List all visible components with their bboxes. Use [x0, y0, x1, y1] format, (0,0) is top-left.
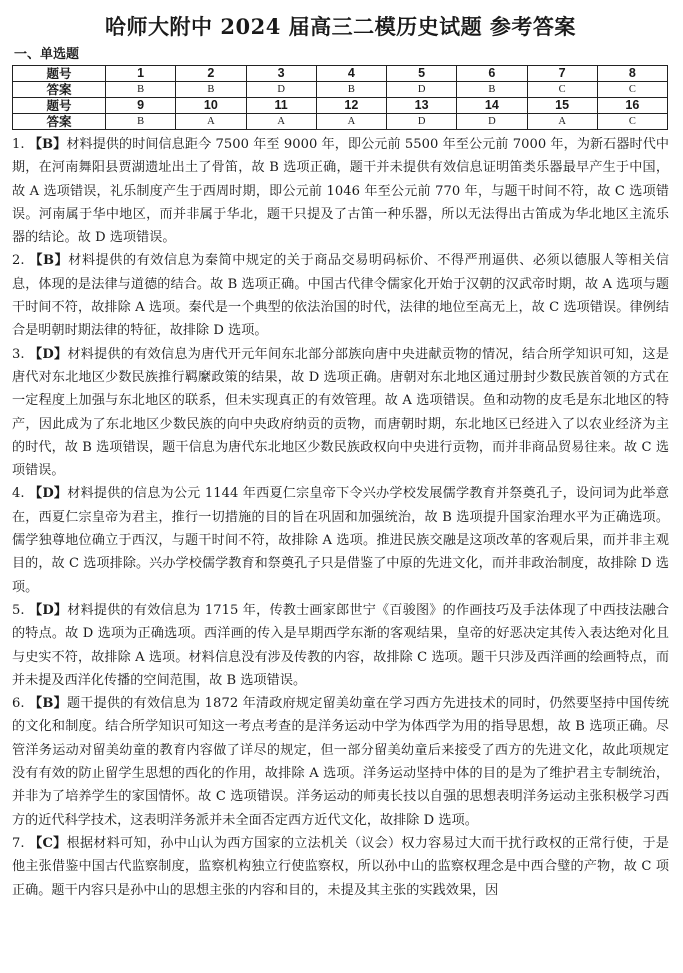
answer-tag: 【B】 [28, 137, 67, 152]
explanation-text: 材料提供的信息为公元 1144 年西夏仁宗皇帝下令兴办学校发展儒学教育并祭奠孔子，设问词为此举意在，西夏仁宗皇帝为君主，推行一切措施的目的旨在巩固和加强统治，故 B 选项提升国家治理水平为正确选项。儒学独尊地位确立于西汉，与题干时间不符，故排除 A 选项。推进民族交融是这项改革的客观后果，而并非主观目的，故 C 选项排除。兴办学校儒学教育和祭奠孔子只是借鉴了中原的先进文化，而并非政治制度，故排除 D 选项。 [12, 486, 670, 595]
answer-table-answer-row [13, 82, 668, 98]
explanation-text: 题干提供的有效信息为 1872 年清政府规定留美幼童在学习西方先进技术的同时，仍然要坚持中国传统的文化和制度。结合所学知识可知这一考点考查的是洋务运动中学为体西学为用的指导思想，故 B 选项正确。尽管洋务运动对留美幼童的教育内容做了详尽的规定，但一部分留美幼童后来接受了西方的先进文化，故此项规定没有有效的防止留学生思想的西化的作用，故排除 A 选项。洋务运动坚持中体的目的是为了维护君主专制统治，并非为了培养学生的家国情怀。故 C 选项错误。洋务运动的师夷长技以自强的思想表明洋务运动主张积极学习西方的近代科学技术，这表明洋务派并未全面否定西方近代文化，故排除 D 选项。 [12, 696, 669, 828]
answer-tag: 【D】 [29, 486, 68, 502]
question-number-cell: 5 [387, 66, 457, 82]
answer-cell: D [387, 114, 457, 130]
answer-cell: C [597, 82, 667, 98]
answer-table-answer-row [13, 114, 668, 130]
explanation-text: 材料提供的有效信息为唐代开元年间东北部分部族向唐中央进献贡物的情况，结合所学知识可知，这是唐代对东北地区少数民族推行羁縻政策的结果，故 D 选项正确。唐朝对东北地区通过册封少数民族首领的方式在一定程度上加强与东北地区的联系，但未实现真正的有效管理。故 A 选项错误。鱼和动物的皮毛是东北地区的特产，因此成为了东北地区少数民族的向中央政府纳贡的贡物，而唐朝时期，东北地区已经进入了以农业经济为主的时代，故 B 选项错误，题干信息为唐代东北地区少数民族政权向中央进行贡物，而并非商品贸易往来。故 C 选项错误。 [12, 346, 670, 479]
question-number-cell: 15 [527, 98, 597, 114]
explanation-number: 5. [12, 602, 29, 618]
explanation-paragraph [12, 832, 669, 902]
explanation-text: 根据材料可知，孙中山认为西方国家的立法机关（议会）权力容易过大而干扰行政权的正常行使，于是他主张借鉴中国古代监察制度，监察机构独立行使监察权，所以孙中山的监察权理念是中西合璧的产物，故 C 项正确。题干内容只是孙中山的思想主张的内容和目的，未提及其主张的实践效果，因 [12, 835, 670, 898]
explanation-number: 2. [12, 253, 30, 269]
answer-table-number-row [13, 66, 668, 82]
question-number-cell: 8 [597, 66, 667, 82]
question-number-cell: 13 [387, 98, 457, 114]
explanation-number: 4. [12, 486, 29, 502]
answer-cell: A [176, 114, 246, 130]
answer-cell: D [246, 82, 316, 98]
explanation-text: 材料提供的有效信息为 1715 年，传教士画家郎世宁《百骏图》的作画技巧及手法体现了中西技法融合的特点。故 D 选项为正确选项。西洋画的传入是早期西学东渐的客观结果，皇帝的好恶决定其传入表达绝对化且与史实不符，故排除 A 选项。材料信息没有涉及传教的内容，故排除 C 选项。题干只涉及西洋画的绘画特点，而并未提及西洋化传播的空间范围，故 B 选项错误。 [12, 602, 670, 688]
answer-cell: B [106, 114, 176, 130]
explanation-number: 3. [12, 346, 30, 362]
answer-cell: C [597, 114, 667, 130]
question-number-cell: 11 [246, 98, 316, 114]
answer-cell: B [106, 82, 176, 98]
answer-table-number-row [13, 98, 668, 114]
page-title: 哈师大附中 2024 届高三二模历史试题 参考答案 [105, 14, 576, 39]
question-number-cell: 1 [106, 66, 176, 82]
label-number: 题号 [13, 98, 106, 114]
question-number-cell: 3 [246, 66, 316, 82]
explanation-number: 7. [12, 835, 30, 851]
answer-cell: D [457, 114, 527, 130]
answer-tag: 【B】 [29, 696, 67, 712]
label-answer: 答案 [13, 82, 106, 98]
section-heading: 一、单选题 [14, 47, 80, 62]
explanation-number: 6. [12, 696, 29, 712]
answer-cell: B [176, 82, 246, 98]
answer-tag: 【D】 [29, 346, 68, 362]
explanation-paragraph [12, 692, 669, 832]
label-number: 题号 [13, 66, 106, 82]
answer-cell: C [527, 82, 597, 98]
question-number-cell: 7 [527, 66, 597, 82]
explanation-paragraph [12, 343, 669, 483]
answer-cell: A [316, 114, 386, 130]
question-number-cell: 14 [457, 98, 527, 114]
answer-tag: 【C】 [29, 835, 67, 851]
question-number-cell: 16 [597, 98, 667, 114]
explanation-number: 1. [12, 137, 29, 152]
answer-cell: A [527, 114, 597, 130]
explanations [12, 133, 669, 902]
question-number-cell: 2 [176, 66, 246, 82]
explanation-paragraph [12, 482, 669, 598]
explanation-text: 材料提供的有效信息为秦简中规定的关于商品交易明码标价、不得严刑逼供、必须以德服人等相关信息，体现的是法律与道德的结合。故 B 选项正确。中国古代律令儒家化开始于汉朝的汉武帝时期，故 A 选项与题干时间不符，故排除 A 选项。秦代是一个典型的依法治国的时代，法律的地位至高无上，故 C 选项错误。律例结合是明朝时期法律的特征，故排除 D 选项。 [12, 253, 669, 339]
explanation-text: 材料提供的时间信息距今 7500 年至 9000 年，即公元前 5500 年至公元前 7000 年，为新石器时代中期，在河南舞阳县贾湖遗址出土了骨笛，故 B 选项正确，题干并未提供有效信息证明笛类乐器最早产生于中国，故 A 选项错误，礼乐制度产生于西周时期，即公元前 1046 年至公元前 770 年，与题干时间不符，故 C 选项错误。河南属于华中地区，而并非属于华北，题干只提及了古笛一种乐器，所以无法得出古笛成为华北地区主流乐器的结论。故 D 选项错误。 [12, 137, 670, 246]
question-number-cell: 6 [457, 66, 527, 82]
explanation-paragraph [12, 599, 669, 692]
answer-table [12, 65, 668, 130]
answer-cell: A [246, 114, 316, 130]
answer-tag: 【B】 [29, 253, 69, 269]
answer-cell: B [457, 82, 527, 98]
question-number-cell: 4 [316, 66, 386, 82]
label-answer: 答案 [13, 114, 106, 130]
explanation-paragraph [12, 249, 669, 342]
answer-cell: B [316, 82, 386, 98]
question-number-cell: 12 [316, 98, 386, 114]
question-number-cell: 10 [176, 98, 246, 114]
explanation-paragraph [12, 133, 669, 249]
answer-cell: D [387, 82, 457, 98]
answer-tag: 【D】 [29, 602, 68, 618]
question-number-cell: 9 [106, 98, 176, 114]
